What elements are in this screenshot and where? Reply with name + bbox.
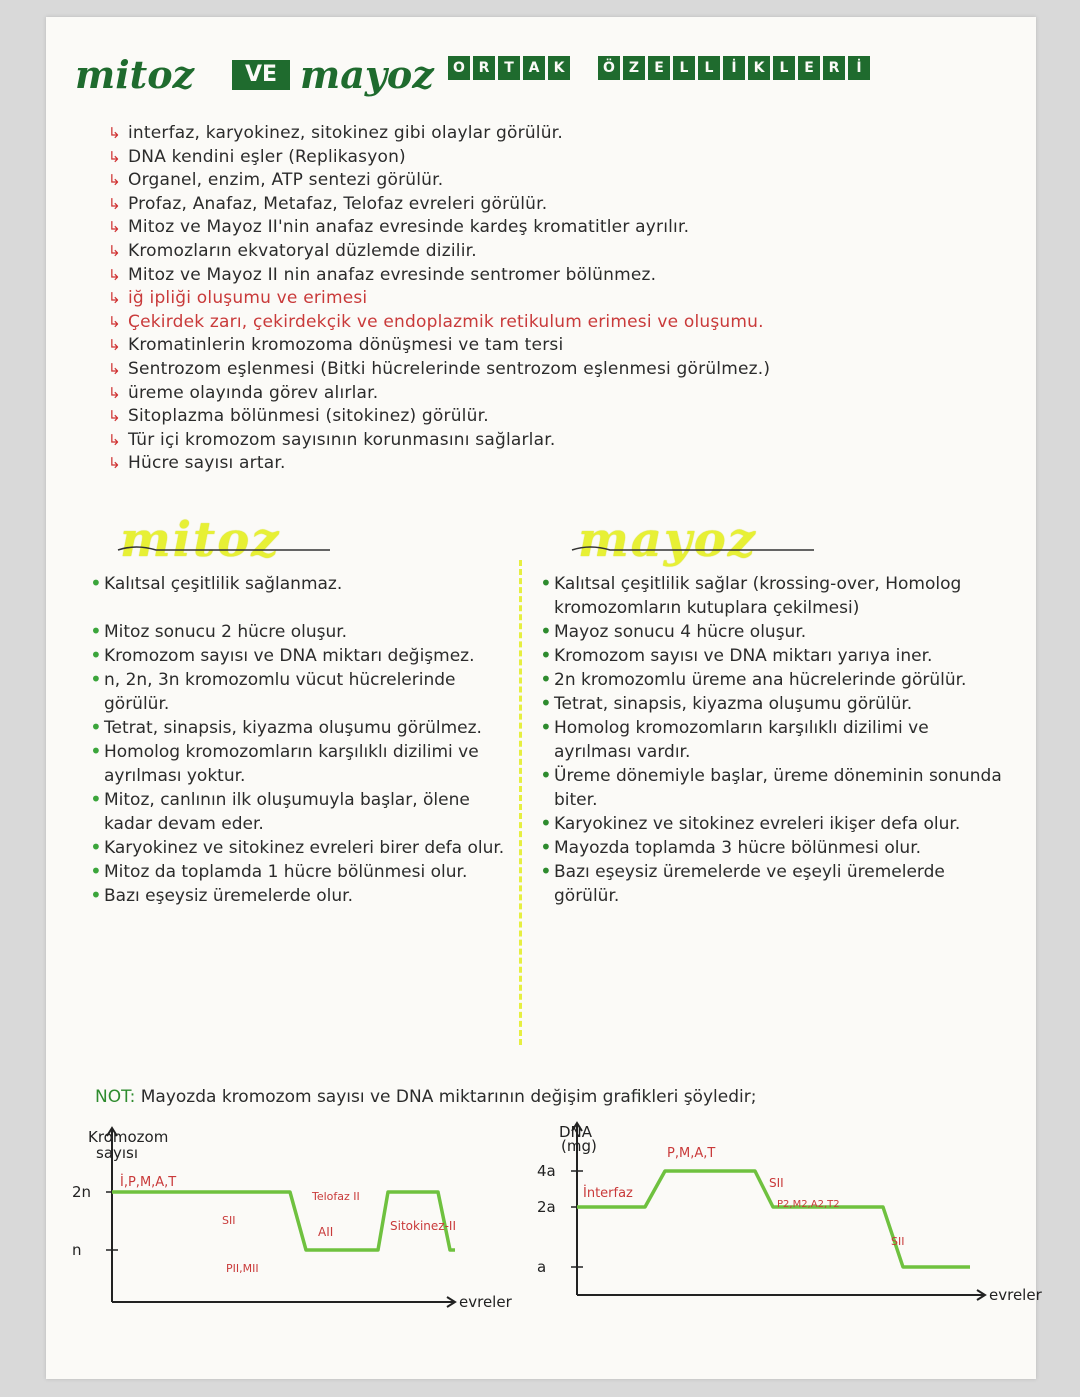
subtitle-letter: L: [773, 56, 795, 80]
y-axis-label: DNA: [559, 1123, 593, 1141]
subtitle-letter: E: [648, 56, 670, 80]
subtitle-letter: Ö: [598, 56, 620, 80]
title-mayoz: mayoz: [300, 52, 434, 97]
feature-item: • Mitoz, canlının ilk oluşumuyla başlar, ölene kadar devam eder.: [90, 788, 510, 836]
data-annotation: SII: [891, 1235, 905, 1248]
title-mitoz: mitoz: [75, 52, 195, 97]
subtitle-letter: İ: [848, 56, 870, 80]
common-features-list: [108, 122, 988, 476]
feature-item: • Kromozom sayısı ve DNA miktarı yarıya iner.: [540, 644, 1010, 668]
common-feature-item: ↳ Mitoz ve Mayoz II'nin anafaz evresinde kardeş kromatitler ayrılır.: [108, 216, 988, 240]
data-annotation: P,M,A,T: [667, 1146, 716, 1161]
chromosome-count-chart: [50, 1120, 520, 1320]
subtitle-letter: A: [523, 56, 545, 80]
feature-item: • Karyokinez ve sitokinez evreleri ikişer defa olur.: [540, 812, 1010, 836]
feature-item: • Karyokinez ve sitokinez evreleri birer defa olur.: [90, 836, 510, 860]
data-annotation: Telofaz II: [312, 1190, 360, 1203]
column-divider: [519, 560, 522, 1045]
subtitle-letter: Z: [623, 56, 645, 80]
feature-item: • Homolog kromozomların karşılıklı dizilimi ve ayrılması yoktur.: [90, 740, 510, 788]
feature-item: • Tetrat, sinapsis, kiyazma oluşumu görülmez.: [90, 716, 510, 740]
mayoz-heading-underline: [570, 540, 820, 560]
feature-item: • Kalıtsal çeşitlilik sağlanmaz.: [90, 572, 510, 596]
common-feature-item: ↳ iğ ipliği oluşumu ve erimesi: [108, 287, 988, 311]
subtitle-letter: R: [473, 56, 495, 80]
common-feature-item: ↳ Kromatinlerin kromozoma dönüşmesi ve tam tersi: [108, 334, 988, 358]
y-tick-label: a: [537, 1258, 547, 1276]
note-prefix: NOT:: [95, 1087, 136, 1107]
common-feature-item: ↳ üreme olayında görev alırlar.: [108, 382, 988, 406]
dna-amount-chart: [515, 1115, 1042, 1325]
title-ve-box: VE: [232, 60, 290, 90]
feature-item: • Mitoz sonucu 2 hücre oluşur.: [90, 620, 510, 644]
mitoz-features: [90, 572, 510, 908]
y-tick-label: 4a: [537, 1162, 556, 1180]
y-axis-label: (mg): [561, 1137, 597, 1155]
feature-item: • Mayozda toplamda 3 hücre bölünmesi olur.: [540, 836, 1010, 860]
feature-item: • Tetrat, sinapsis, kiyazma oluşumu görülür.: [540, 692, 1010, 716]
data-annotation: SII: [769, 1176, 784, 1190]
note-line: [95, 1087, 756, 1107]
common-feature-item: ↳ Tür içi kromozom sayısının korunmasını sağlarlar.: [108, 429, 988, 453]
common-feature-item: ↳ Hücre sayısı artar.: [108, 452, 988, 476]
data-annotation: SII: [222, 1214, 236, 1227]
subtitle-letter: R: [823, 56, 845, 80]
subtitle-letter: L: [673, 56, 695, 80]
feature-item: • Kalıtsal çeşitlilik sağlar (krossing-over, Homolog kromozomların kutuplara çekilmesi): [540, 572, 1010, 620]
data-annotation: P2,M2,A2,T2: [777, 1199, 840, 1210]
data-annotation: İnterfaz: [583, 1186, 633, 1201]
mitoz-heading: mitoz: [120, 512, 281, 568]
common-feature-item: ↳ Sentrozom eşlenmesi (Bitki hücrelerinde sentrozom eşlenmesi görülmez.): [108, 358, 988, 382]
common-feature-item: ↳ Sitoplazma bölünmesi (sitokinez) görülür.: [108, 405, 988, 429]
subtitle-letter: K: [548, 56, 570, 80]
subtitle-letter: L: [698, 56, 720, 80]
subtitle-letter: [573, 56, 595, 80]
feature-item: • Bazı eşeysiz üremelerde olur.: [90, 884, 510, 908]
common-feature-item: ↳ Çekirdek zarı, çekirdekçik ve endoplazmik retikulum erimesi ve oluşumu.: [108, 311, 988, 335]
y-tick-label: n: [72, 1241, 82, 1259]
y-axis-label: Kromozom: [88, 1128, 169, 1146]
y-tick-label: 2n: [72, 1183, 92, 1201]
subtitle-ortak-ozellikleri: [448, 56, 870, 80]
feature-item: • Homolog kromozomların karşılıklı dizilimi ve ayrılması vardır.: [540, 716, 1010, 764]
note-text: Mayozda kromozom sayısı ve DNA miktarının değişim grafikleri şöyledir;: [140, 1087, 757, 1107]
common-feature-item: ↳ Mitoz ve Mayoz II nin anafaz evresinde sentromer bölünmez.: [108, 264, 988, 288]
feature-item: • Mayoz sonucu 4 hücre oluşur.: [540, 620, 1010, 644]
common-feature-item: ↳ interfaz, karyokinez, sitokinez gibi olaylar görülür.: [108, 122, 988, 146]
y-axis-label: sayısı: [96, 1144, 139, 1162]
feature-item: • Bazı eşeysiz üremelerde ve eşeyli üremelerde görülür.: [540, 860, 1010, 908]
common-feature-item: ↳ DNA kendini eşler (Replikasyon): [108, 146, 988, 170]
subtitle-letter: İ: [723, 56, 745, 80]
data-annotation: PII,MII: [226, 1262, 259, 1275]
common-feature-item: ↳ Kromozların ekvatoryal düzlemde dizilir.: [108, 240, 988, 264]
subtitle-letter: O: [448, 56, 470, 80]
data-annotation: İ,P,M,A,T: [120, 1175, 177, 1190]
feature-item: • Mitoz da toplamda 1 hücre bölünmesi olur.: [90, 860, 510, 884]
common-feature-item: ↳ Profaz, Anafaz, Metafaz, Telofaz evreleri görülür.: [108, 193, 988, 217]
y-tick-label: 2a: [537, 1198, 556, 1216]
feature-item: • n, 2n, 3n kromozomlu vücut hücrelerinde görülür.: [90, 668, 510, 716]
common-feature-item: ↳ Organel, enzim, ATP sentezi görülür.: [108, 169, 988, 193]
x-axis-label: evreler: [989, 1286, 1042, 1304]
subtitle-letter: T: [498, 56, 520, 80]
data-annotation: AII: [318, 1225, 334, 1239]
mitoz-heading-underline: [116, 540, 336, 560]
feature-item: • Üreme dönemiyle başlar, üreme döneminin sonunda biter.: [540, 764, 1010, 812]
feature-item: • 2n kromozomlu üreme ana hücrelerinde görülür.: [540, 668, 1010, 692]
mayoz-heading: mayoz: [578, 512, 758, 568]
data-annotation: Sitokinez-II: [390, 1219, 456, 1233]
x-axis-label: evreler: [459, 1293, 512, 1311]
feature-item: • Kromozom sayısı ve DNA miktarı değişmez.: [90, 644, 510, 668]
mayoz-features: [540, 572, 1010, 908]
subtitle-letter: K: [748, 56, 770, 80]
subtitle-letter: E: [798, 56, 820, 80]
